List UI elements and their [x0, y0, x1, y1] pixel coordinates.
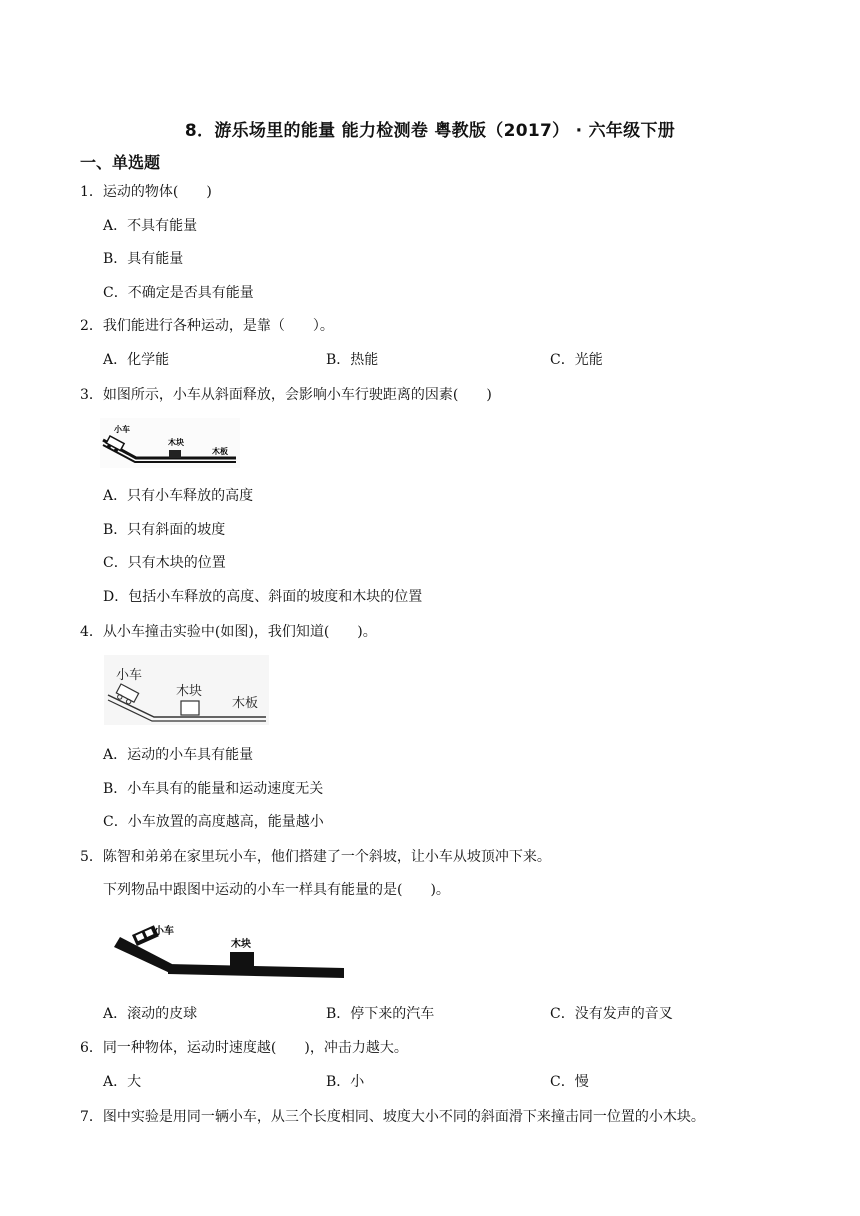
ramp-figure-q3 — [100, 418, 240, 468]
option-4b: B．小车具有的能量和运动速度无关 — [103, 781, 324, 797]
question-text: 运动的物体( ) — [102, 184, 212, 200]
ramp-figure-q5 — [112, 920, 348, 984]
option-1a: A．不具有能量 — [103, 218, 198, 234]
question-text: 从小车撞击实验中(如图)，我们知道( )。 — [102, 624, 377, 640]
figure-label-board: 木板 — [232, 696, 259, 711]
figure-label-car: 小车 — [114, 425, 130, 434]
question-number: 6． — [80, 1040, 103, 1056]
option-3d: D．包括小车释放的高度、斜面的坡度和木块的位置 — [103, 589, 423, 605]
figure-label-car: 小车 — [116, 668, 143, 683]
option-1b: B．具有能量 — [103, 251, 184, 267]
question-number: 7． — [80, 1109, 103, 1125]
option-3b: B．只有斜面的坡度 — [103, 522, 226, 538]
figure-label-block: 木块 — [231, 939, 251, 950]
option-2c: C．光能 — [550, 352, 603, 368]
option-5c: C．没有发声的音叉 — [550, 1006, 673, 1022]
option-3a: A．只有小车释放的高度 — [103, 488, 254, 504]
question-7 — [80, 1106, 705, 1126]
page-title: 8．游乐场里的能量 能力检测卷 粤教版（2017） · 六年级下册 — [184, 121, 676, 141]
option-4a: A．运动的小车具有能量 — [103, 747, 254, 763]
question-number: 5． — [80, 849, 103, 865]
question-text: 如图所示，小车从斜面释放，会影响小车行驶距离的因素( ) — [102, 387, 492, 403]
question-number: 2． — [80, 318, 103, 334]
option-3c: C．只有木块的位置 — [103, 555, 226, 571]
question-1 — [80, 181, 212, 201]
question-3 — [80, 384, 492, 404]
figure-label-board: 木板 — [212, 447, 228, 456]
option-1c: C．不确定是否具有能量 — [103, 285, 254, 301]
option-2a: A．化学能 — [103, 352, 170, 368]
option-2b: B．热能 — [326, 352, 379, 368]
figure-label-block: 木块 — [176, 684, 203, 699]
figure-label-car: 小车 — [154, 926, 174, 937]
option-5a: A．滚动的皮球 — [103, 1006, 198, 1022]
option-6c: C．慢 — [550, 1074, 589, 1090]
question-number: 3． — [80, 387, 103, 403]
question-text: 我们能进行各种运动，是靠（ ）。 — [102, 318, 334, 334]
question-4 — [80, 621, 377, 641]
option-4c: C．小车放置的高度越高，能量越小 — [103, 814, 324, 830]
question-text: 陈智和弟弟在家里玩小车，他们搭建了一个斜坡，让小车从坡顶冲下来。 — [102, 849, 551, 865]
option-6a: A．大 — [103, 1074, 142, 1090]
question-2 — [80, 315, 334, 335]
question-number: 4． — [80, 624, 103, 640]
question-text: 图中实验是用同一辆小车，从三个长度相同、坡度大小不同的斜面滑下来撞击同一位置的小木块。 — [102, 1109, 705, 1125]
option-5b: B．停下来的汽车 — [326, 1006, 435, 1022]
ramp-figure-q4 — [104, 655, 269, 725]
question-text: 同一种物体，运动时速度越( )，冲击力越大。 — [102, 1040, 408, 1056]
section-heading: 一、单选题 — [80, 153, 161, 172]
question-6 — [80, 1037, 408, 1057]
option-6b: B．小 — [326, 1074, 365, 1090]
question-5-subtext: 下列物品中跟图中运动的小车一样具有能量的是( )。 — [103, 882, 450, 898]
question-number: 1． — [80, 184, 103, 200]
figure-label-block: 木块 — [168, 438, 184, 447]
question-5 — [80, 846, 551, 866]
